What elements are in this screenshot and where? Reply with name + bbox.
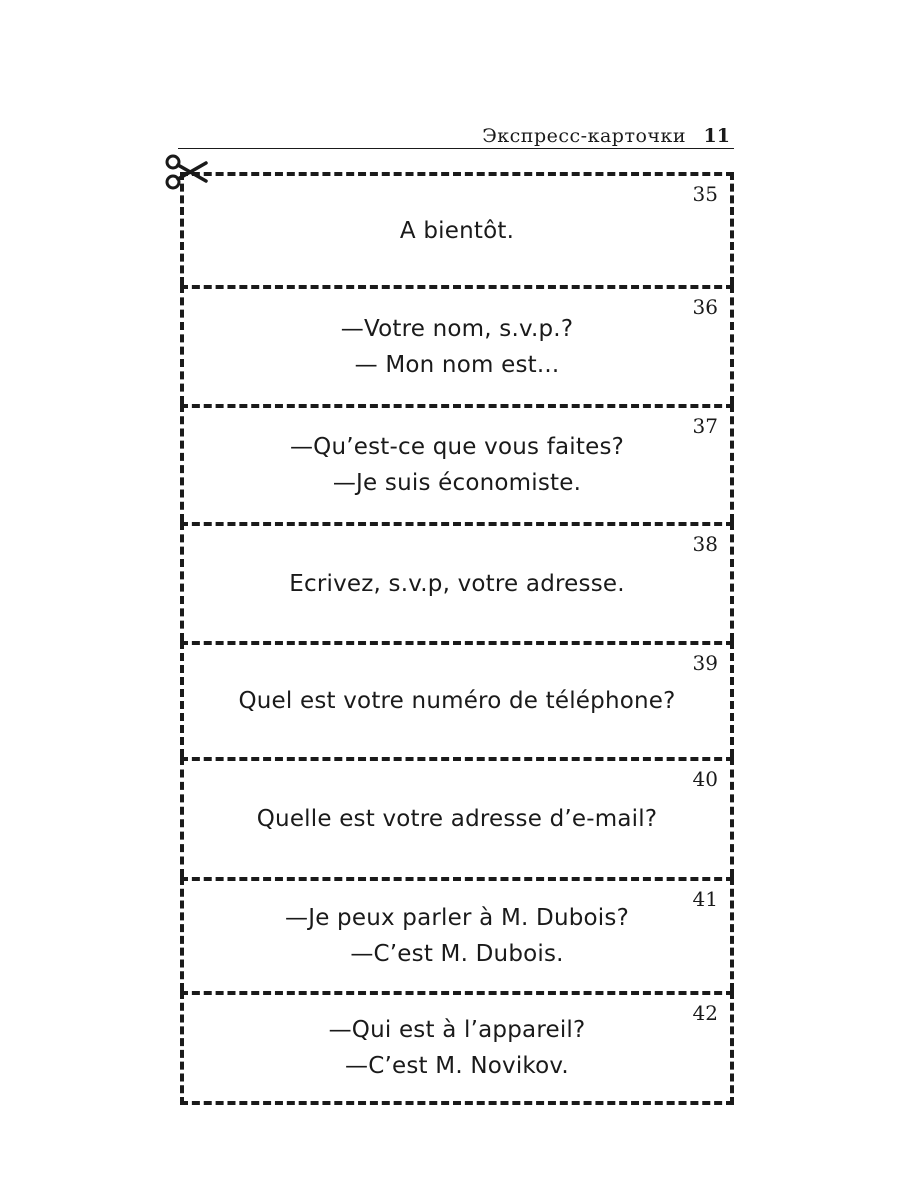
header-title: Экспресс-карточки [482, 125, 686, 147]
card-number: 39 [692, 651, 718, 675]
flashcard [180, 641, 734, 757]
card-number: 35 [692, 182, 718, 206]
card-text [400, 213, 514, 249]
card-line: —Je peux parler à M. Dubois? [285, 905, 629, 931]
card-text [289, 566, 624, 602]
card-line: —C’est M. Novikov. [345, 1053, 569, 1079]
flashcard [180, 172, 734, 285]
card-number: 40 [692, 767, 718, 791]
card-line: Quel est votre numéro de téléphone? [238, 688, 676, 714]
card-line: Quelle est votre adresse d’e-mail? [256, 806, 658, 832]
card-text [341, 311, 573, 383]
flashcard [180, 404, 734, 522]
card-line: —Qui est à l’appareil? [328, 1017, 586, 1043]
card-line: Ecrivez, s.v.p, votre adresse. [289, 570, 625, 597]
card-number: 37 [692, 414, 718, 438]
running-header [178, 124, 734, 149]
card-text [238, 683, 675, 719]
card-line: —C’est M. Dubois. [350, 941, 564, 967]
card-number: 41 [692, 887, 718, 911]
card-text [285, 900, 629, 972]
card-line: —Qu’est-ce que vous faites? [289, 434, 625, 460]
flashcard [180, 285, 734, 404]
card-number: 36 [692, 295, 718, 319]
card-text [290, 429, 624, 501]
card-number: 42 [692, 1001, 718, 1025]
card-line: A bientôt. [399, 217, 515, 244]
card-line: —Je suis économiste. [332, 470, 582, 496]
card-text [257, 801, 658, 837]
flashcard [180, 877, 734, 991]
card-text [329, 1012, 586, 1084]
flashcard [180, 522, 734, 641]
page-number: 11 [703, 125, 730, 147]
flashcard-list [180, 172, 734, 1105]
card-number: 38 [692, 532, 718, 556]
flashcard [180, 757, 734, 877]
flashcard [180, 991, 734, 1105]
card-line: — Mon nom est... [354, 351, 560, 378]
card-line: —Votre nom, s.v.p.? [340, 315, 574, 342]
